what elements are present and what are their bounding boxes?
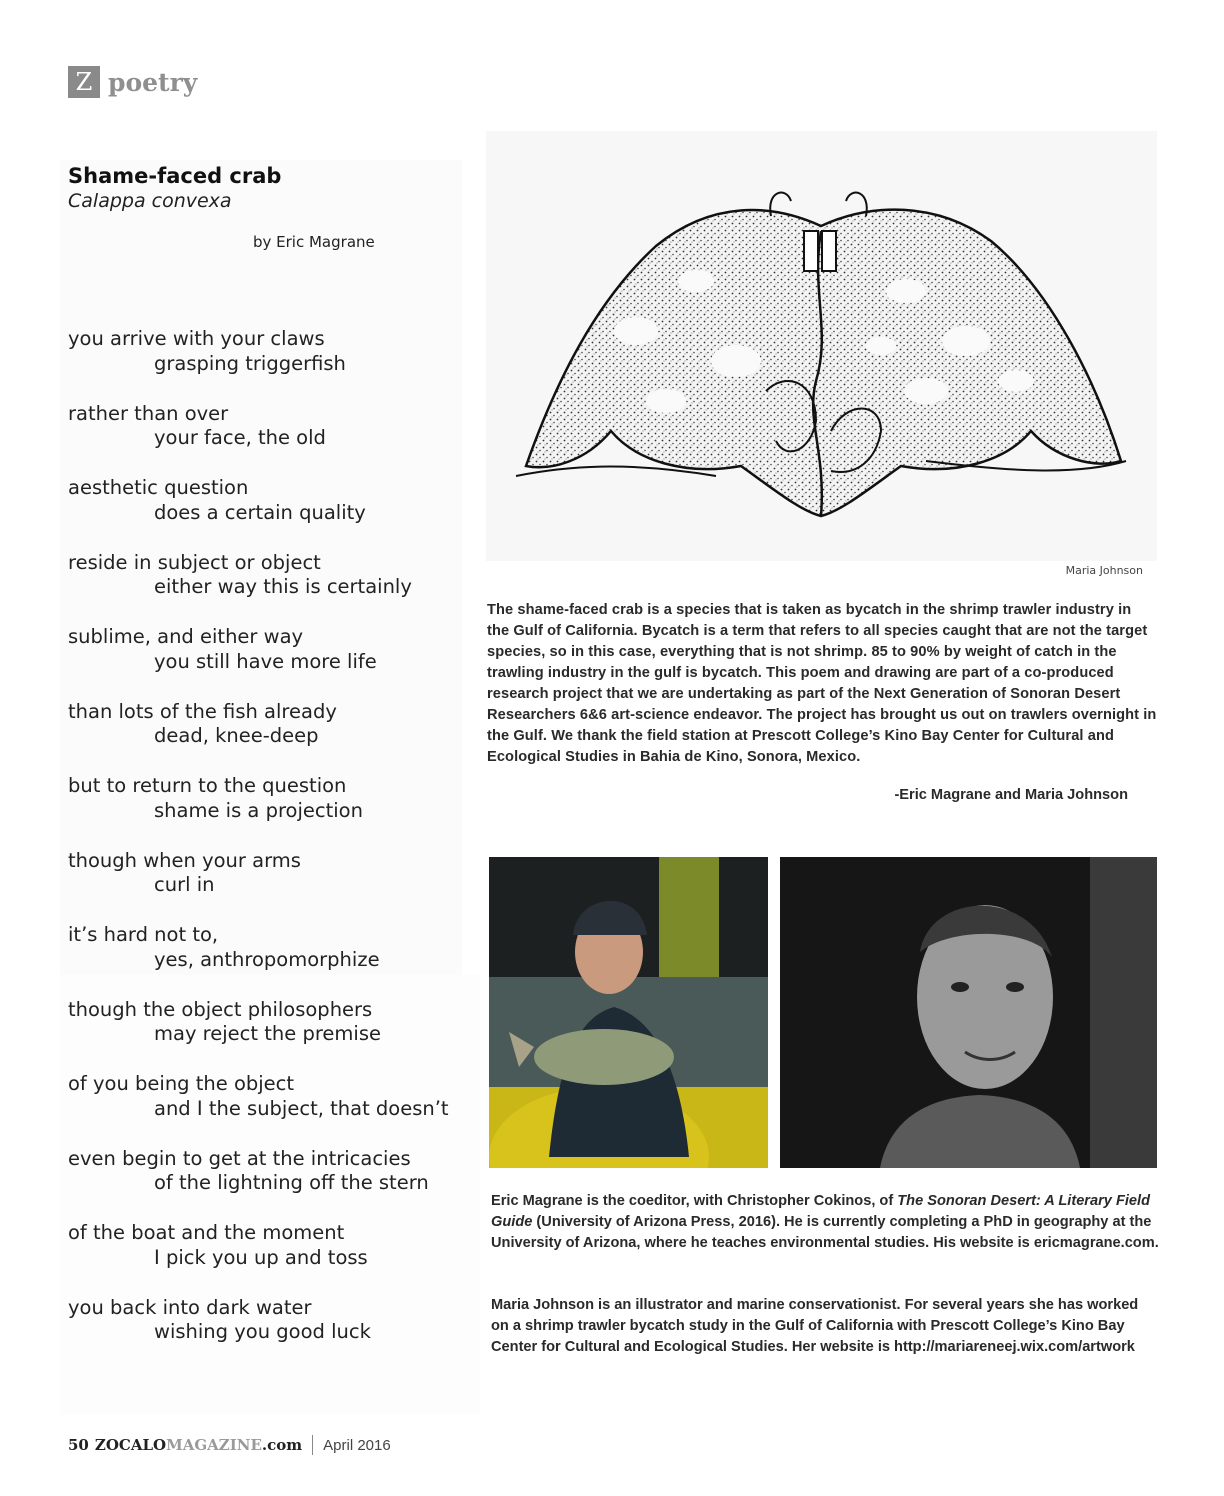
crab-drawing <box>486 131 1157 561</box>
poem-line-indented: does a certain quality <box>154 500 366 524</box>
poem-stanza <box>68 1221 488 1296</box>
photo-eric-magrane-image <box>780 857 1157 1168</box>
poem-stanza <box>68 774 488 849</box>
poem-line-indented: dead, knee-deep <box>154 724 319 747</box>
poem-stanza <box>68 625 488 700</box>
section-title: poetry <box>108 67 198 97</box>
poem-stanza <box>68 923 488 998</box>
poem-line-indented: and I the subject, that doesn’t <box>154 1096 449 1120</box>
poem-line-indented: either way this is certainly <box>154 575 412 598</box>
illustration-caption: The shame-faced crab is a species that is taken as bycatch in the shrimp trawler industry in the Gulf of California. Bycatch is a term that refers to all species caught that are not the target species, so in this case, everything that is not shrimp. 85 to 90% by weight of catch in the trawling industry in the gulf is bycatch. This poem and drawing are part of a co-produced research project that we are undertaking as part of the Next Generation of Sonoran Desert Researchers 6&6 art-science endeavor. The project has brought us out on trawlers overnight in the Gulf. We thank the field station at Prescott College’s Kino Bay Center for Cultural and Ecological Studies in Bahia de Kino, Sonora, Mexico. <box>487 602 1157 765</box>
photo-maria-johnson <box>489 857 768 1168</box>
footer-brand-zocalo: ZOCALO <box>94 1436 167 1454</box>
footer-brand-magazine: MAGAZINE <box>166 1436 262 1454</box>
caption-signature: -Eric Magrane and Maria Johnson <box>894 787 1128 803</box>
poem-line-indented: I pick you up and toss <box>154 1245 368 1269</box>
poem-stanza <box>68 327 488 402</box>
poem-stanza <box>68 476 488 551</box>
crab-illustration <box>486 131 1157 561</box>
poem-line-indented: your face, the old <box>154 426 326 449</box>
poem-line: it’s hard not to, <box>68 923 219 946</box>
poem-title: Shame-faced crab <box>68 164 282 188</box>
poem-line: sublime, and either way <box>68 625 304 648</box>
footer-divider <box>312 1435 313 1455</box>
poem-line: reside in subject or object <box>68 550 321 574</box>
page-number: 50 <box>68 1436 89 1454</box>
poem-byline: by Eric Magrane <box>253 233 375 251</box>
poem-line-indented: curl in <box>154 873 215 896</box>
poem-line: of you being the object <box>68 1072 295 1095</box>
poem-scientific-name: Calappa convexa <box>68 190 232 212</box>
bio-eric-text-end: (University of Arizona Press, 2016). He is currently completing a PhD in geography at the University of Arizona, where he teaches environmental studies. His website is ericmagrane.com. <box>491 1214 1159 1251</box>
poem-line-indented: grasping triggerfish <box>154 351 346 375</box>
page-footer <box>68 1434 391 1456</box>
bio-eric-book-title: The Sonoran Desert: A Literary Field Guide <box>491 1193 1151 1230</box>
poem-stanza <box>68 551 488 626</box>
illustration-credit: Maria Johnson <box>1065 564 1143 577</box>
poem-line-indented: may reject the premise <box>154 1022 381 1045</box>
poem-body <box>68 327 488 1370</box>
poem-line: though the object philosophers <box>68 997 373 1021</box>
bio-maria-johnson: Maria Johnson is an illustrator and marine conservationist. For several years she has worked on a shrimp trawler bycatch study in the Gulf of California with Prescott College’s Kino Bay Center for Cultural and Ecological Studies. Her website is http://mariareneej.wix.com/artwork <box>491 1297 1139 1355</box>
poem-line: aesthetic question <box>68 476 249 499</box>
poem-stanza <box>68 1072 488 1147</box>
poem-line-indented: you still have more life <box>154 649 377 673</box>
poem-stanza <box>68 1147 488 1222</box>
bio-eric-text-start: Eric Magrane is the coeditor, with Christopher Cokinos, of <box>491 1193 898 1209</box>
poem-line: of the boat and the moment <box>68 1221 345 1244</box>
photo-eric-magrane <box>780 857 1157 1168</box>
poem-line: though when your arms <box>68 848 301 872</box>
poem-stanza <box>68 998 488 1073</box>
poem-line-indented: yes, anthropomorphize <box>154 947 380 971</box>
poem-line: than lots of the fish already <box>68 699 337 723</box>
poem-line-indented: wishing you good luck <box>154 1320 371 1343</box>
bio-eric-magrane <box>491 1191 1159 1254</box>
magazine-logo-mark: Z <box>68 66 100 98</box>
photo-maria-johnson-image <box>489 857 768 1168</box>
poem-stanza <box>68 700 488 775</box>
issue-date: April 2016 <box>323 1436 391 1454</box>
poem-stanza <box>68 402 488 477</box>
poem-stanza <box>68 1296 488 1371</box>
poem-line-indented: of the lightning off the stern <box>154 1171 429 1194</box>
section-header <box>68 66 197 98</box>
poem-line: you back into dark water <box>68 1295 312 1319</box>
poem-line: but to return to the question <box>68 774 347 797</box>
poem-stanza <box>68 849 488 924</box>
footer-brand-domain: .com <box>261 1436 303 1454</box>
poem-line: even begin to get at the intricacies <box>68 1146 411 1170</box>
poem-line-indented: shame is a projection <box>154 798 363 822</box>
poem-line: you arrive with your claws <box>68 327 325 350</box>
poem-line: rather than over <box>68 401 229 425</box>
